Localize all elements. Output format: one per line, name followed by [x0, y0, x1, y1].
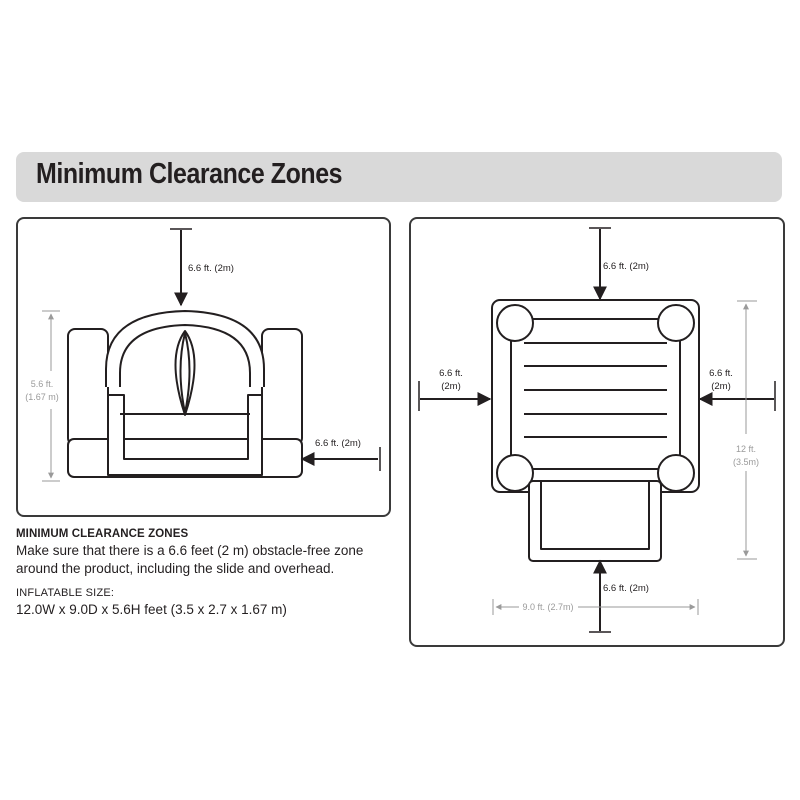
- bounce-house-front: [68, 311, 302, 477]
- width-label: 9.0 ft. (2.7m): [522, 602, 574, 612]
- header-bar: [16, 152, 782, 202]
- info-section: [16, 528, 396, 617]
- length-label-line1: 12 ft.: [735, 444, 757, 454]
- right-clearance-label-line1: 6.6 ft.: [709, 368, 733, 379]
- left-clearance-dimension: [419, 368, 490, 411]
- height-label-line1: 5.6 ft.: [30, 379, 54, 389]
- side-clearance-dimension: [302, 438, 380, 471]
- left-clearance-label-line2: (2m): [441, 381, 461, 392]
- top-view-panel: [409, 217, 785, 647]
- height-label-line2: (1.67 m): [25, 392, 59, 402]
- info-text: Make sure that there is a 6.6 feet (2 m) obstacle-free zone around the product, including the slide and overhead.: [16, 543, 364, 576]
- length-dimension: [733, 301, 759, 559]
- inflatable-size-value: 12.0W x 9.0D x 5.6H feet (3.5 x 2.7 x 1.67 m): [16, 602, 287, 617]
- overhead-clearance-label: 6.6 ft. (2m): [188, 263, 234, 274]
- top-clearance-dimension: [589, 228, 649, 299]
- bottom-clearance-label: 6.6 ft. (2m): [603, 583, 649, 594]
- top-clearance-label: 6.6 ft. (2m): [603, 261, 649, 272]
- top-view-diagram: [411, 219, 783, 645]
- inflatable-size-label: INFLATABLE SIZE:: [16, 587, 115, 599]
- overhead-clearance-dimension: [170, 229, 234, 305]
- info-title: MINIMUM CLEARANCE ZONES: [16, 528, 189, 540]
- side-clearance-label: 6.6 ft. (2m): [315, 438, 361, 449]
- bounce-house-top: [492, 300, 699, 561]
- right-clearance-dimension: [700, 368, 775, 411]
- right-clearance-label-line2: (2m): [711, 381, 731, 392]
- height-dimension: [25, 311, 60, 481]
- front-view-panel: [16, 217, 391, 517]
- left-clearance-label-line1: 6.6 ft.: [439, 368, 463, 379]
- width-dimension: [493, 599, 698, 615]
- page-title: Minimum Clearance Zones: [36, 158, 343, 190]
- bottom-clearance-dimension: [589, 561, 649, 632]
- length-label-line2: (3.5m): [732, 457, 760, 467]
- front-view-diagram: [18, 219, 389, 515]
